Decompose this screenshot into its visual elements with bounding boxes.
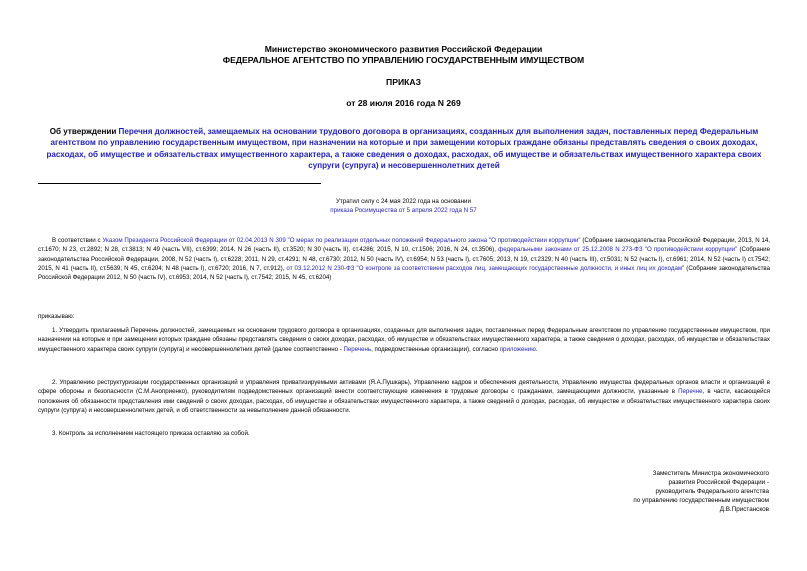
lapse-link[interactable]: приказа Росимущества от 5 апреля 2022 года N 57 xyxy=(330,207,477,214)
law-273-link[interactable]: федеральными законами от 25.12.2008 N 273-ФЗ "О противодействии коррупции" xyxy=(498,246,738,254)
preamble-paragraph xyxy=(38,236,770,282)
header-ministry: Министерство экономического развития Российской Федерации xyxy=(264,44,543,54)
order-word: приказываю: xyxy=(38,313,75,320)
title-prefix: Об утверждении xyxy=(49,127,119,136)
lapse-link-line xyxy=(0,206,807,215)
item-2-paragraph xyxy=(38,378,770,415)
signature-line-3: руководитель Федерального агентства xyxy=(655,488,769,496)
divider xyxy=(38,183,321,184)
preamble-text-3: (Собрание законодательства Российской Федерации, 2008, N 52 (часть I), ст.6228; 2011, N 29, ст.4291; N 48, ст.6730; 2012, N 50 (часть IV), ст.6954; N 53 (часть I), ст.7605; 2013, N 19, ст.2329; N 40 (часть III), ст.5031; N 52 (часть I), ст.6961; 2014, N 52 (часть I) ст.7542; 2015, N 41 (часть II), ст.5639; N 45, ст.6204; N 48 (часть I), ст.6720; 2016, N 7, ст.912), xyxy=(38,246,770,272)
signature-line-1: Заместитель Министра экономического xyxy=(652,470,769,477)
signature-line-4: по управлению государственным имуществом xyxy=(633,497,769,505)
item-1-text-2: , подведомственные организации), согласно xyxy=(371,345,500,353)
signature-name: Д.В.Пристансков xyxy=(719,506,769,514)
decree-link[interactable]: Указом Президента Российской Федерации от 02.04.2013 N 309 "О мерах по реализации отдельных положений Федерального закона "О противодействии коррупции" xyxy=(102,237,581,244)
doc-type: ПРИКАЗ xyxy=(386,77,421,87)
header-agency: ФЕДЕРАЛЬНОЕ АГЕНТСТВО ПО УПРАВЛЕНИЮ ГОСУДАРСТВЕННЫМ ИМУЩЕСТВОМ xyxy=(222,55,585,65)
list-link[interactable]: Перечень xyxy=(343,345,372,353)
title-link[interactable]: Перечня должностей, замещаемых на основании трудового договора в организациях, созданных для выполнения задач, поставленных перед Федеральным агентством по управлению государственным имуществом, при назначении на которые и при замещении которых граждане обязаны представлять сведения о своих доходах, расходах, об имуществе и обязательствах имущественного характера, а также сведения о доходах, расходах, об имуществе и обязательствах имущественного характера своих супруги (супруга) и несовершеннолетних детей xyxy=(46,127,762,171)
doc-title xyxy=(34,126,774,172)
lapse-note: Утратил силу с 24 мая 2022 года на основании xyxy=(336,198,471,205)
signature-block xyxy=(529,469,769,514)
item-1-text-3: . xyxy=(535,345,538,353)
item-1-paragraph xyxy=(38,326,770,354)
doc-date-number: от 28 июля 2016 года N 269 xyxy=(346,98,461,108)
preamble-text-1: В соответствии с xyxy=(52,237,103,244)
item-3-paragraph: 3. Контроль за исполнением настоящего приказа оставляю за собой. xyxy=(52,430,250,437)
law-230-link[interactable]: от 03.12.2012 N 230-ФЗ "О контроле за соответствием расходов лиц, замещающих государственные должности, и иных лиц их доходам" xyxy=(286,264,685,272)
item-2-text-1: 2. Управлению реструктуризации государственных организаций и управления приватизируемыми активами (Я.А.Пушкарь), Управлению кадров и обеспечения деятельности, Управлению имущества федеральных органов власти и организаций в сфере обороны и безопасности (С.М.Аноприенко), руководителям подведомственных организаций внести соответствующие изменения в трудовые договоры с гражданами, замещающими должности, указанные в xyxy=(38,379,770,396)
item-2-text-2: , в части, касающейся положения об обязанности представления ими сведений о своих доходах, расходах, об имуществе и обязательствах имущественного характера, а также сведений о доходах, расходах, об имуществе и обязательствах имущественного характера своих супруги (супруга) и несовершеннолетних детей, и об ответственности за невыполнение данной обязанности. xyxy=(38,388,770,414)
signature-line-2: развития Российской Федерации - xyxy=(668,479,769,487)
preamble-text-4: (Собрание законодательства Российской Федерации 2012, N 50 (часть IV), ст.6953; 2014, N 52 (часть I), ст.7542; 2015, N 45, ст.6204) xyxy=(38,264,770,282)
preamble-text-2: (Собрание законодательства Российской Федерации, 2013, N 14, ст.1670; N 23, ст.2892; N 28, ст.3813; N 49 (часть VII), ст.6399; 2014, N 26 (часть II), ст.3520; N 30 (часть II), ст.4286; 2015, N 10, ст.1506; 2016, N 24, ст.3506), xyxy=(38,237,771,254)
appendix-link[interactable]: приложению xyxy=(499,345,536,353)
list-link-2[interactable]: Перечне xyxy=(678,388,703,396)
item-1-text-1: 1. Утвердить прилагаемый Перечень должностей, замещаемых на основании трудового договора в организациях, созданных для выполнения задач, поставленных перед Федеральным агентством по управлению государственным имуществом, при назначении на которые и при замещении которых граждане обязаны представлять сведения о своих доходах, расходах, об имуществе и обязательствах имущественного характера, а также сведения о доходах, расходах, об имуществе и обязательствах имущественного характера своих супруги (супруга) и несовершеннолетних детей (далее соответственно - xyxy=(38,327,770,353)
